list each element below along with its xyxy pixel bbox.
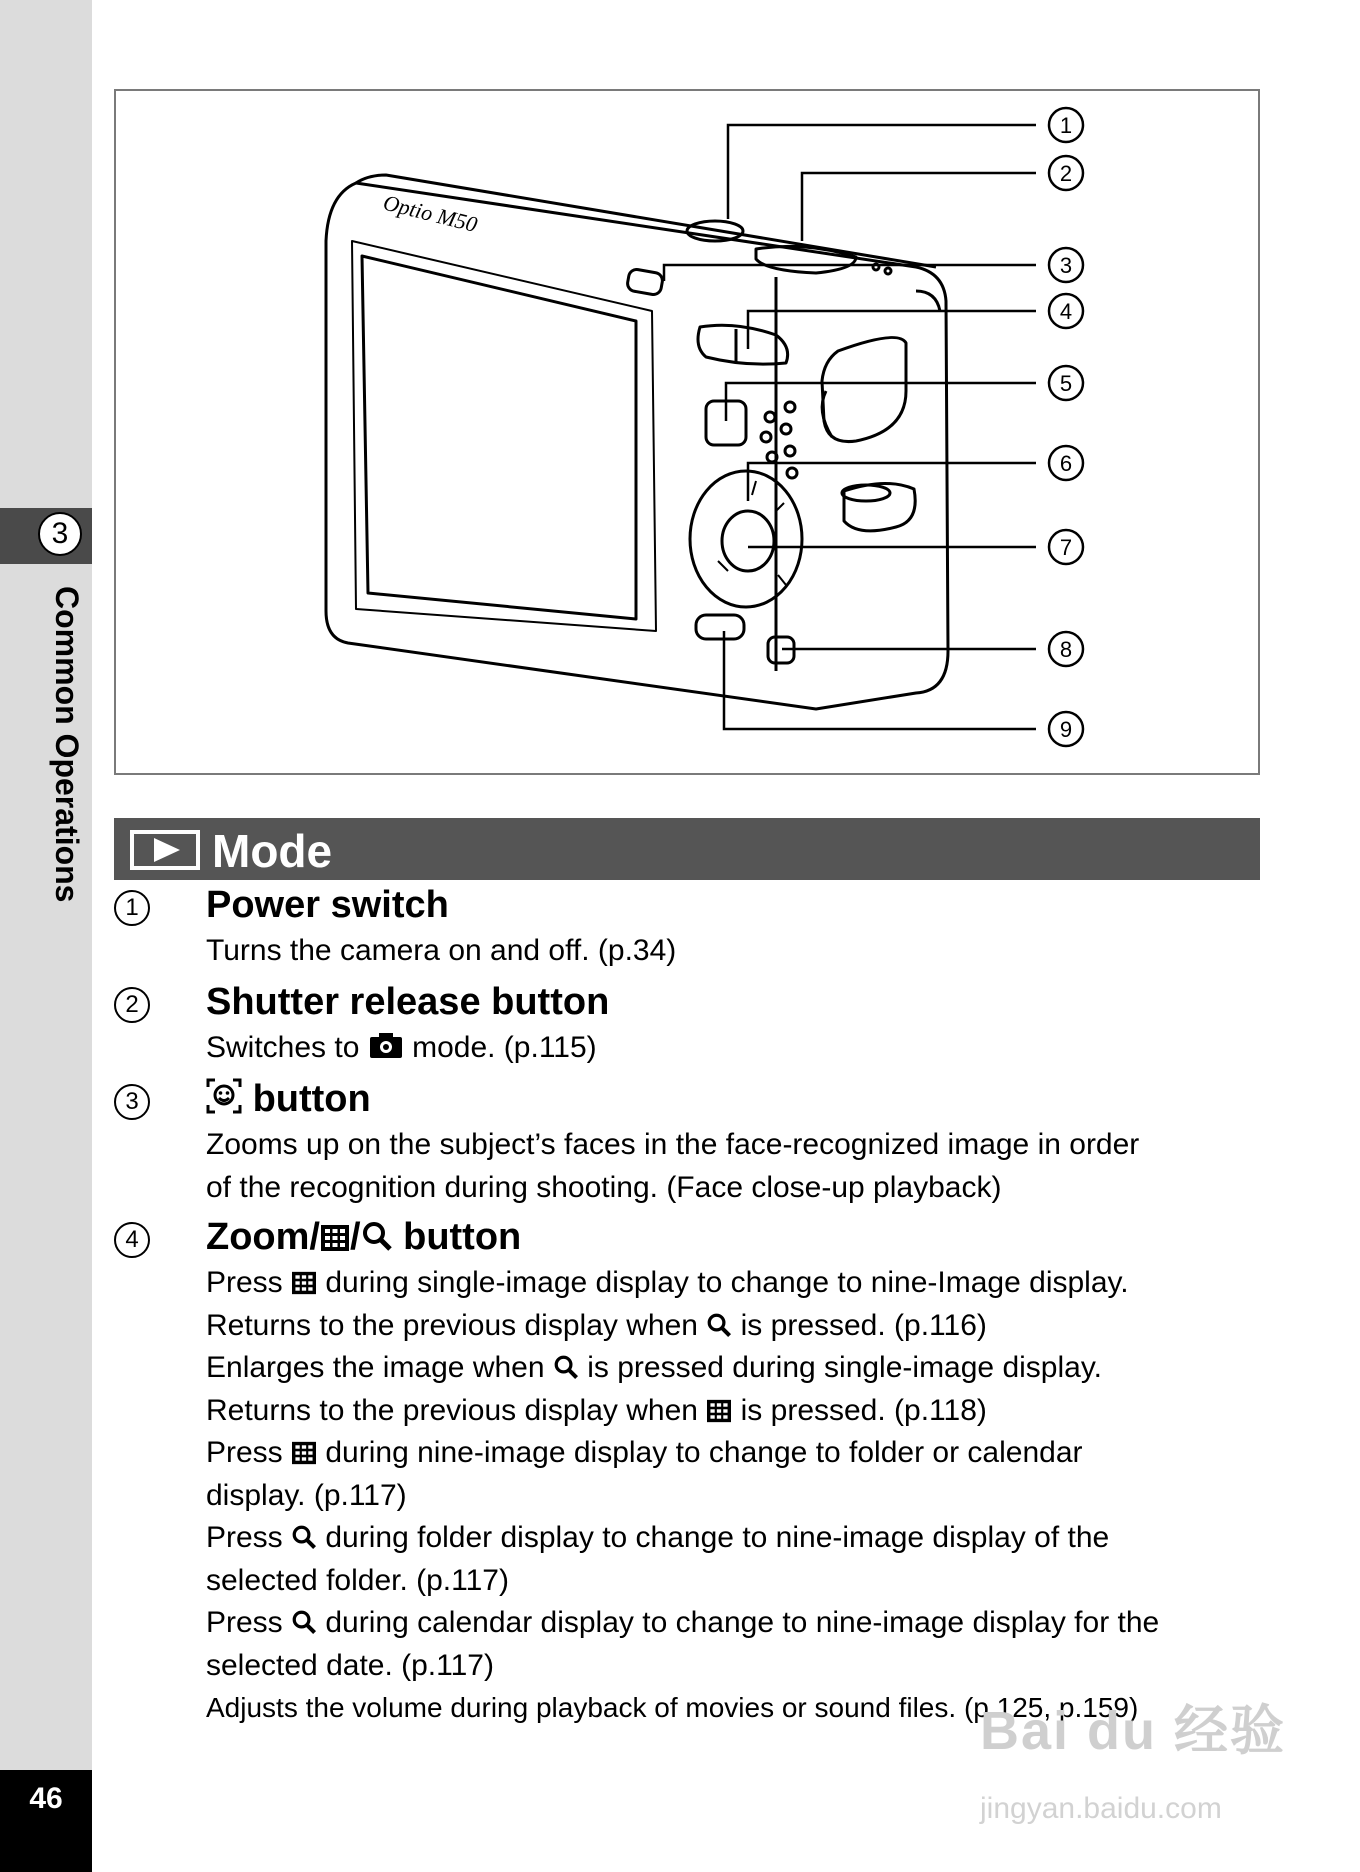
item-number: 3 — [114, 1084, 150, 1120]
page-number: 46 — [29, 1782, 63, 1815]
svg-text:5: 5 — [1059, 371, 1073, 396]
item-description — [206, 1262, 1159, 1730]
magnifier-icon — [291, 1609, 317, 1635]
callout-2 — [1049, 156, 1083, 190]
callout-1 — [1049, 108, 1083, 142]
desc-line-5: Press during nine-image display to change to folder or calendar — [206, 1436, 1083, 1469]
camera-back-illustration — [116, 91, 1262, 777]
lcd-screen — [362, 256, 636, 619]
magnifier-icon — [553, 1354, 579, 1380]
magnifier-icon — [291, 1524, 317, 1550]
desc-line-2: Returns to the previous display when is pressed. (p.116) — [206, 1308, 987, 1342]
svg-text:2: 2 — [1059, 161, 1073, 186]
callout-numbers — [1049, 108, 1083, 746]
zoom-lever-shape — [698, 325, 788, 364]
item-description: Switches to mode. (p.115) — [206, 1031, 597, 1064]
magnifier-icon — [361, 1220, 393, 1252]
item-number: 1 — [114, 890, 150, 926]
chapter-title: Common Operations — [49, 586, 85, 903]
desc-line-11: Adjusts the volume during playback of movies or sound files. (p.125, p.159) — [206, 1692, 1139, 1723]
four-way-controller-shape — [690, 471, 802, 607]
desc-line-10: selected date. (p.117) — [206, 1648, 494, 1682]
menu-button-shape — [696, 615, 744, 639]
svg-text:6: 6 — [1059, 451, 1073, 476]
model-label: Optio M50 — [380, 189, 480, 238]
playback-mode-icon — [130, 830, 200, 870]
item-description: Turns the camera on and off. (p.34) — [206, 934, 677, 967]
thumbnail-grid-icon — [291, 1271, 317, 1295]
section-title: Mode — [212, 825, 333, 877]
desc-line-4: Returns to the previous display when is pressed. (p.118) — [206, 1393, 987, 1427]
item-number: 2 — [114, 987, 150, 1023]
item-number: 4 — [114, 1222, 150, 1258]
face-button-shape — [626, 268, 663, 296]
sidebar — [0, 0, 92, 1872]
svg-text:9: 9 — [1059, 717, 1073, 742]
strap-lug-shape — [844, 483, 915, 530]
magnifier-icon — [706, 1312, 732, 1338]
item-title: Zoom/ / button — [206, 1216, 522, 1258]
camera-figure — [114, 89, 1260, 775]
item-title: Power switch — [206, 884, 449, 926]
watermark-url: jingyan.baidu.com — [980, 1792, 1222, 1825]
watermark-brand: Bai du 经验 — [980, 1701, 1287, 1761]
camera-icon — [368, 1030, 404, 1060]
callout-8 — [1049, 632, 1083, 666]
callout-4 — [1049, 294, 1083, 328]
callout-3 — [1049, 248, 1083, 282]
ok-button-shape — [722, 511, 774, 571]
section-header — [114, 818, 1260, 880]
svg-text:8: 8 — [1059, 637, 1073, 662]
desc-line-7: Press during folder display to change to nine-image display of the — [206, 1521, 1110, 1554]
svg-text:1: 1 — [1059, 113, 1073, 138]
desc-line-9: Press during calendar display to change to nine-image display for the — [206, 1606, 1160, 1639]
item-title: Shutter release button — [206, 981, 610, 1023]
desc-line-1: Press during single-image display to change to nine-Image display. — [206, 1266, 1129, 1299]
callout-6 — [1049, 446, 1083, 480]
desc-line-8: selected folder. (p.117) — [206, 1563, 509, 1597]
item-title: button — [206, 1078, 371, 1121]
callout-7 — [1049, 530, 1083, 564]
svg-text:7: 7 — [1059, 535, 1073, 560]
chapter-number: 3 — [38, 512, 82, 556]
svg-text:3: 3 — [1059, 253, 1073, 278]
callout-5 — [1049, 366, 1083, 400]
thumbnail-grid-icon — [320, 1224, 350, 1252]
desc-line-3: Enlarges the image when is pressed during single-image display. — [206, 1351, 1102, 1384]
face-icon — [206, 1078, 242, 1114]
thumbnail-grid-icon — [706, 1399, 732, 1423]
item-description: Zooms up on the subject’s faces in the face-recognized image in order of the recognition during shooting. (Face close-up playback) — [206, 1128, 1140, 1204]
thumbnail-grid-icon — [291, 1441, 317, 1465]
desc-line-6: display. (p.117) — [206, 1478, 407, 1512]
svg-text:4: 4 — [1059, 299, 1073, 324]
callout-9 — [1049, 712, 1083, 746]
